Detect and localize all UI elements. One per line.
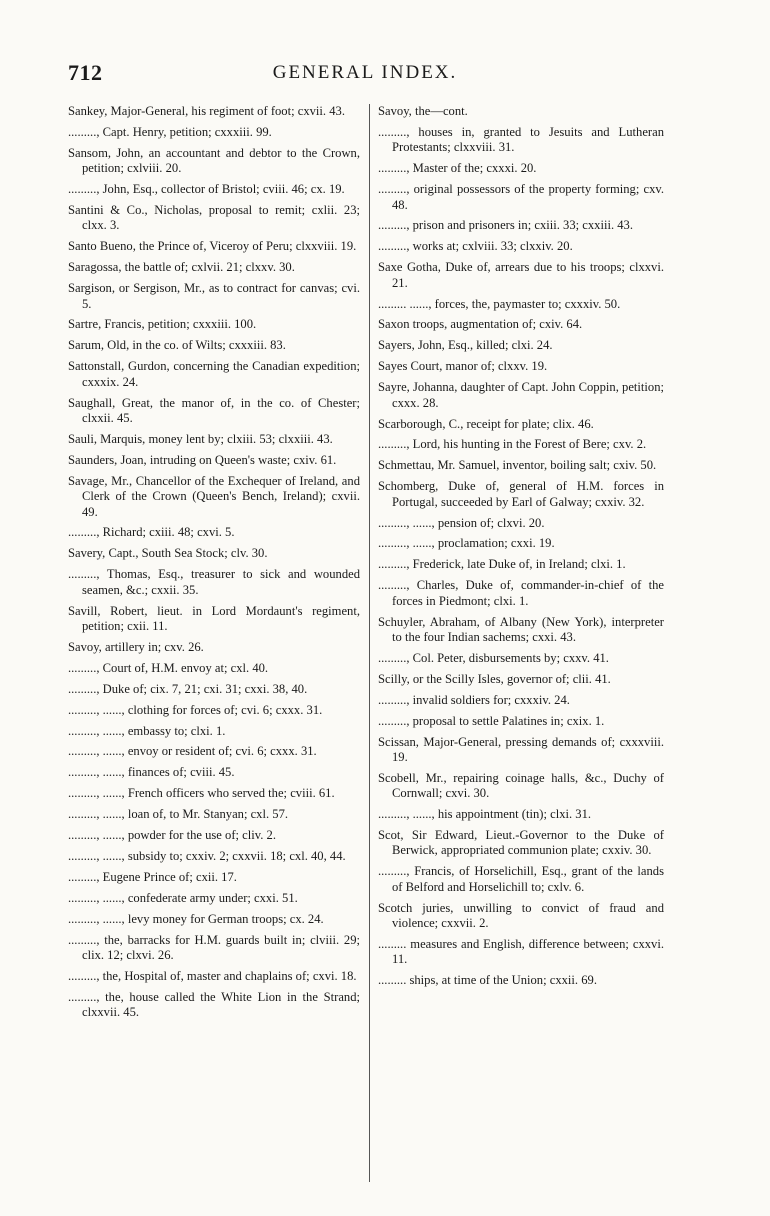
- index-entry: ......... ships, at time of the Union; cxxii. 69.: [378, 973, 597, 988]
- right-column: [378, 104, 664, 994]
- index-entry: ........., prison and prisoners in; cxiii. 33; cxxiii. 43.: [378, 218, 633, 233]
- index-entry: ........., Master of the; cxxxi. 20.: [378, 161, 537, 176]
- index-entry: ........., Richard; cxiii. 48; cxvi. 5.: [68, 525, 235, 540]
- index-entry: Schmettau, Mr. Samuel, inventor, boiling salt; cxiv. 50.: [378, 458, 657, 473]
- index-entry: ........., houses in, granted to Jesuits and Lutheran Protestants; clxxviii. 31.: [378, 124, 664, 155]
- index-entry: ........., ......, confederate army under; cxxi. 51.: [68, 890, 298, 905]
- index-entry: ........., the, house called the White Lion in the Strand; clxxvii. 45.: [68, 989, 360, 1020]
- index-entry: ........., ......, his appointment (tin); clxi. 31.: [378, 807, 592, 822]
- index-entry: Santo Bueno, the Prince of, Viceroy of Peru; clxxviii. 19.: [68, 239, 357, 254]
- index-entry: Sargison, or Sergison, Mr., as to contract for canvas; cvi. 5.: [68, 281, 360, 311]
- continued-heading: Savoy, the—cont.: [378, 104, 468, 118]
- index-entry: Santini & Co., Nicholas, proposal to remit; cxlii. 23; clxx. 3.: [68, 203, 360, 233]
- index-entry: Saughall, Great, the manor of, in the co. of Chester; clxxii. 45.: [68, 395, 360, 425]
- index-entry: Scarborough, C., receipt for plate; clix. 46.: [378, 416, 594, 431]
- index-entry: ......... ......, forces, the, paymaster to; cxxxiv. 50.: [378, 296, 621, 311]
- index-entry: ........., the, Hospital of, master and chaplains of; cxvi. 18.: [68, 968, 357, 983]
- running-title: GENERAL INDEX.: [272, 62, 458, 83]
- index-entry: Sankey, Major-General, his regiment of foot; cxvii. 43.: [68, 104, 345, 118]
- index-entry: ........., the, barracks for H.M. guards built in; clviii. 29; clix. 12; clxvi. 26.: [68, 932, 360, 962]
- index-entry: ........., ......, subsidy to; cxxiv. 2; cxxvii. 18; cxl. 40, 44.: [68, 848, 346, 863]
- index-entry: ........., ......, French officers who served the; cviii. 61.: [68, 786, 335, 801]
- index-entry: ........., Frederick, late Duke of, in Ireland; clxi. 1.: [378, 557, 626, 572]
- index-entry: ........., original possessors of the property forming; cxv. 48.: [378, 182, 664, 212]
- index-entry: Sayers, John, Esq., killed; clxi. 24.: [378, 338, 553, 353]
- index-entry: ........., ......, proclamation; cxxi. 19.: [378, 536, 555, 551]
- index-entry: ........., works at; cxlviii. 33; clxxiv. 20.: [378, 239, 573, 254]
- index-entry: ........., ......, clothing for forces of; cvi. 6; cxxx. 31.: [68, 702, 323, 717]
- left-column: [68, 104, 360, 1026]
- index-entry: ........., proposal to settle Palatines in; cxix. 1.: [378, 713, 605, 728]
- index-entry: Sattonstall, Gurdon, concerning the Canadian expedition; cxxxix. 24.: [68, 359, 360, 389]
- index-entry: ........., Eugene Prince of; cxii. 17.: [68, 869, 237, 884]
- index-entry: ........., ......, powder for the use of; cliv. 2.: [68, 828, 276, 843]
- index-entry: Saxon troops, augmentation of; cxiv. 64.: [378, 317, 583, 332]
- index-entry: ........., ......, envoy or resident of; cvi. 6; cxxx. 31.: [68, 744, 317, 759]
- index-entry: ........., John, Esq., collector of Bristol; cviii. 46; cx. 19.: [68, 182, 345, 197]
- page-header: [68, 58, 662, 94]
- index-entry: Scobell, Mr., repairing coinage halls, &c., Duchy of Cornwall; cxvi. 30.: [378, 770, 664, 801]
- index-entry: Saragossa, the battle of; cxlvii. 21; clxxv. 30.: [68, 260, 295, 275]
- index-entry: Sayes Court, manor of; clxxv. 19.: [378, 359, 548, 374]
- right-entries: [378, 125, 664, 989]
- index-entry: Scot, Sir Edward, Lieut.-Governor to the Duke of Berwick, appropriated communion plate; cxxiv. 30.: [378, 828, 664, 858]
- index-entry: ........., ......, pension of; clxvi. 20.: [378, 515, 545, 530]
- index-entry: ........., Col. Peter, disbursements by; cxxv. 41.: [378, 650, 609, 665]
- index-entry: Scotch juries, unwilling to convict of fraud and violence; cxxvii. 2.: [378, 900, 664, 931]
- index-entry: ........., Charles, Duke of, commander-in-chief of the forces in Piedmont; clxi. 1.: [378, 578, 664, 608]
- index-entry: Savoy, artillery in; cxv. 26.: [68, 639, 204, 654]
- index-entry: ........., Francis, of Horselichill, Esq., grant of the lands of Belford and Horselichill to; cxlv. 6.: [378, 864, 664, 894]
- index-entry: Sartre, Francis, petition; cxxxiii. 100.: [68, 317, 257, 332]
- index-entry: Sauli, Marquis, money lent by; clxiii. 53; clxxiii. 43.: [68, 431, 333, 446]
- index-entry: ........., ......, embassy to; clxi. 1.: [68, 723, 226, 738]
- index-entry: ........., Capt. Henry, petition; cxxxiii. 99.: [68, 124, 272, 139]
- column-divider: [369, 104, 370, 1182]
- index-entry: Sansom, John, an accountant and debtor to the Crown, petition; cxlviii. 20.: [68, 145, 360, 176]
- index-entry: Scissan, Major-General, pressing demands of; cxxxviii. 19.: [378, 734, 664, 764]
- index-entry: Savill, Robert, lieut. in Lord Mordaunt's regiment, petition; cxii. 11.: [68, 603, 360, 633]
- index-entry: ........., ......, finances of; cviii. 45.: [68, 765, 235, 780]
- index-columns: [68, 104, 662, 1184]
- index-entry: Schomberg, Duke of, general of H.M. forces in Portugal, succeeded by Earl of Galway; cxxiv. 32.: [378, 479, 664, 509]
- index-entry: Saunders, Joan, intruding on Queen's waste; cxiv. 61.: [68, 452, 337, 467]
- index-entry: Saxe Gotha, Duke of, arrears due to his troops; clxxvi. 21.: [378, 260, 664, 290]
- index-entry: ......... measures and English, difference between; cxxvi. 11.: [378, 936, 664, 967]
- index-entry: Sarum, Old, in the co. of Wilts; cxxxiii. 83.: [68, 338, 286, 353]
- page-number: 712: [68, 60, 103, 85]
- index-entry: ........., Lord, his hunting in the Forest of Bere; cxv. 2.: [378, 437, 647, 452]
- index-entry: Schuyler, Abraham, of Albany (New York), interpreter to the four Indian sachems; cxxi. 43.: [378, 614, 664, 644]
- index-entry: Savage, Mr., Chancellor of the Exchequer of Ireland, and Clerk of the Crown (Queen's Bench, Ireland); cxvii. 49.: [68, 473, 360, 519]
- index-entry: Sayre, Johanna, daughter of Capt. John Coppin, petition; cxxx. 28.: [378, 380, 664, 410]
- index-entry: ........., Duke of; cix. 7, 21; cxi. 31; cxxi. 38, 40.: [68, 681, 308, 696]
- index-entry: Savery, Capt., South Sea Stock; clv. 30.: [68, 546, 268, 561]
- index-entry: Scilly, or the Scilly Isles, governor of; clii. 41.: [378, 671, 611, 686]
- index-entry: ........., ......, levy money for German troops; cx. 24.: [68, 911, 324, 926]
- index-entry: ........., Thomas, Esq., treasurer to sick and wounded seamen, &c.; cxxii. 35.: [68, 567, 360, 597]
- index-entry: ........., invalid soldiers for; cxxxiv. 24.: [378, 692, 570, 707]
- index-entry: ........., ......, loan of, to Mr. Stanyan; cxl. 57.: [68, 807, 289, 822]
- index-entry: ........., Court of, H.M. envoy at; cxl. 40.: [68, 660, 269, 675]
